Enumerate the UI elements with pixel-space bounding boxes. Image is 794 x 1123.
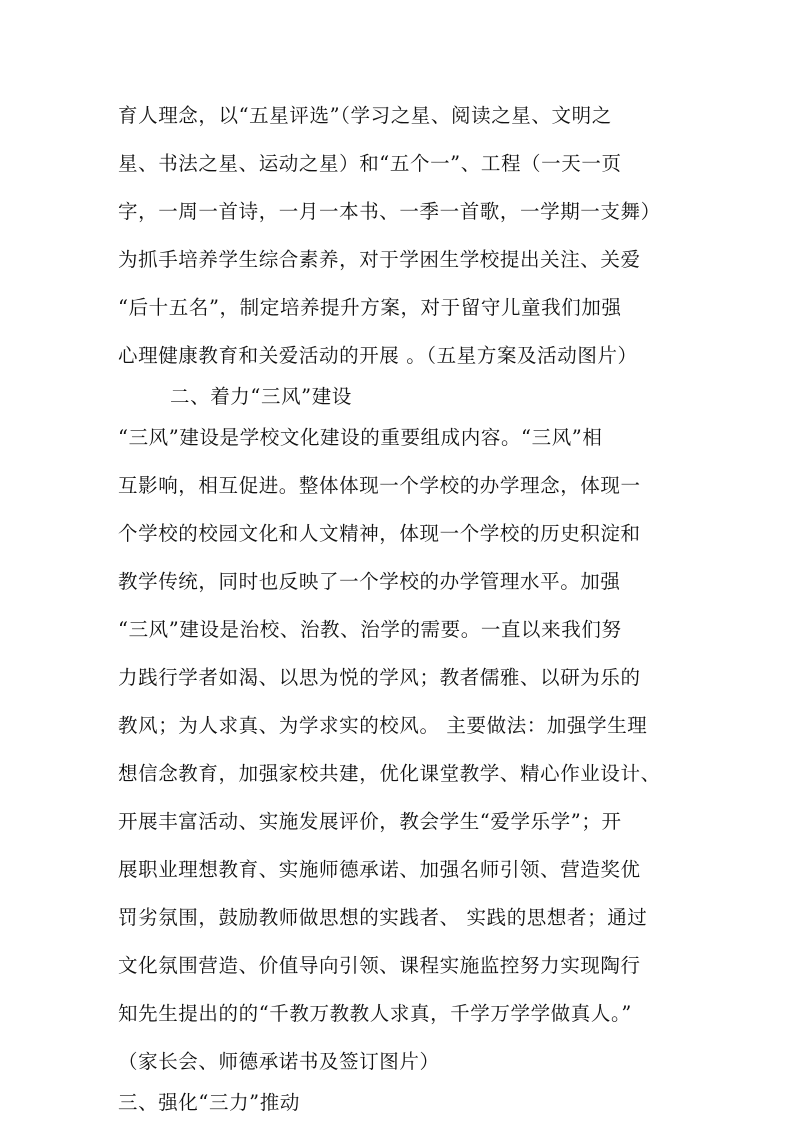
paragraph-line: 心理健康教育和关爱活动的开展 。（五星方案及活动图片） [118,344,638,367]
paragraph-line: 教学传统，同时也反映了一个学校的办学管理水平。加强 [118,570,621,593]
paragraph-line: 文化氛围营造、价值导向引领、课程实施监控努力实现陶行 [118,954,641,977]
paragraph-line: 想信念教育，加强家校共建，优化课堂教学、精心作业设计、 [118,762,661,785]
paragraph-line: 星、书法之星、运动之星）和“五个一”、工程（一天一页 [118,152,622,175]
paragraph-line: “三风”建设是治校、治教、治学的需要。一直以来我们努 [118,618,622,641]
paragraph-line: 互影响，相互促进。整体体现一个学校的办学理念，体现一 [118,474,641,497]
paragraph-line: 罚劣氛围，鼓励教师做思想的实践者、 实践的思想者；通过 [118,906,648,929]
paragraph-line: 个学校的校园文化和人文精神，体现一个学校的历史积淀和 [118,522,641,545]
paragraph-line: “三风”建设是学校文化建设的重要组成内容。“三风”相 [118,426,603,449]
paragraph-line: 力践行学者如渴、以思为悦的学风；教者儒雅、以研为乐的 [118,666,641,689]
paragraph-line: “后十五名”，制定培养提升方案，对于留守儿童我们加强 [118,296,622,319]
section-heading: 二、着力“三风”建设 [170,385,352,408]
section-heading: 三、强化“三力”推动 [118,1091,300,1114]
paragraph-line: （家长会、师德承诺书及签订图片） [118,1050,440,1073]
paragraph-line: 字，一周一首诗，一月一本书、一季一首歌，一学期一支舞） [118,200,661,223]
paragraph-line: 育人理念，以“五星评选”（学习之星、阅读之星、文明之 [118,104,612,127]
paragraph-line: 开展丰富活动、实施发展评价，教会学生“爱学乐学”；开 [118,810,622,833]
paragraph-line: 教风；为人求真、为学求实的校风。 主要做法：加强学生理 [118,714,648,737]
paragraph-line: 知先生提出的的“千教万教教人求真，千学万学学做真人。” [118,1002,632,1025]
paragraph-line: 为抓手培养学生综合素养，对于学困生学校提出关注、关爱 [118,248,641,271]
paragraph-line: 展职业理想教育、实施师德承诺、加强名师引领、营造奖优 [118,858,641,881]
